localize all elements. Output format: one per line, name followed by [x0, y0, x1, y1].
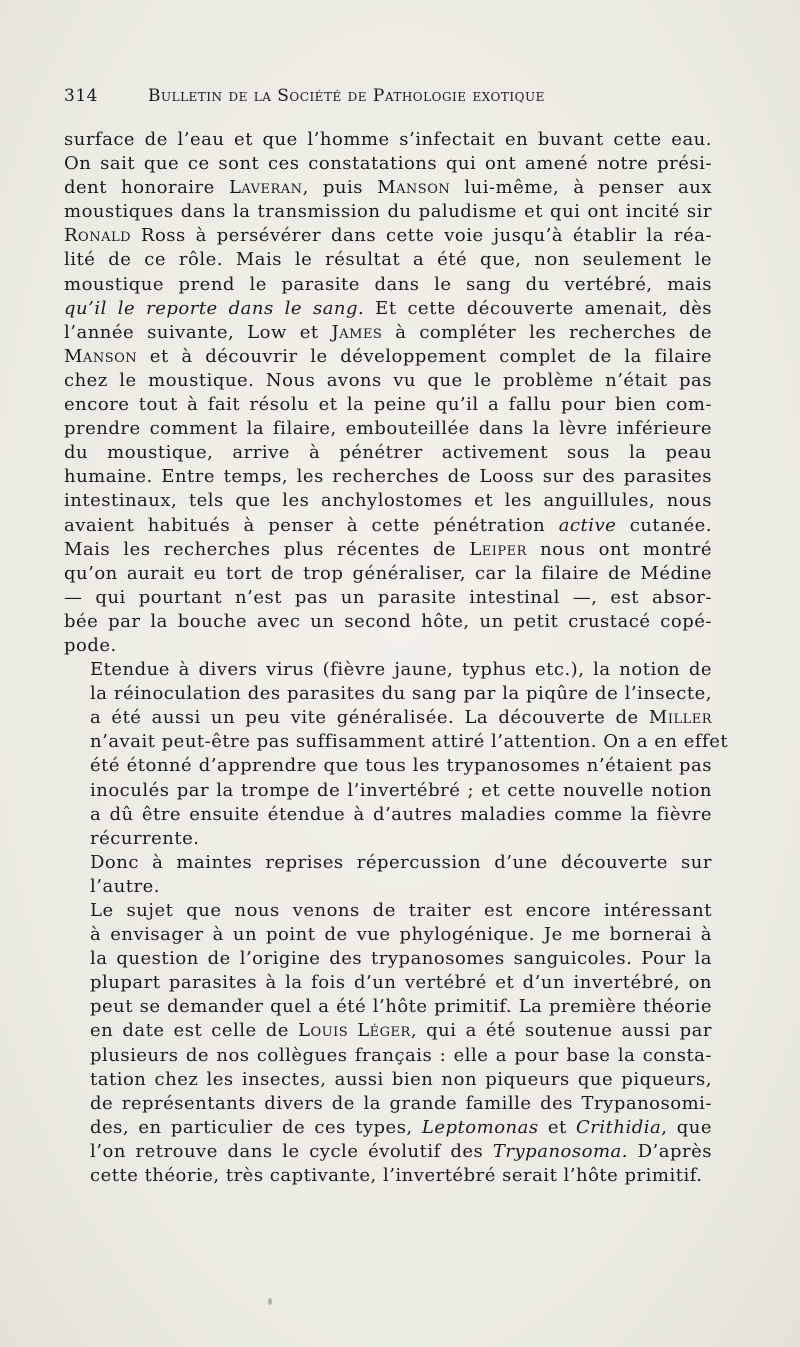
- text-line: [64, 465, 712, 489]
- text-run: à envisager à un point de vue phylogénique. Je me bornerai à: [90, 924, 712, 946]
- author-name: Manson: [377, 177, 451, 199]
- text-run: avaient habitués à penser à cette pénétration: [64, 514, 559, 536]
- author-name: Miller: [648, 707, 712, 729]
- text-run: dent honoraire: [64, 177, 229, 199]
- paragraph: [64, 128, 712, 658]
- text-line: [64, 803, 712, 827]
- text-run: pode.: [64, 634, 117, 656]
- italic-text: Crithidia: [576, 1116, 662, 1138]
- text-run: Mais les recherches plus récentes de: [64, 538, 470, 560]
- text-line: [64, 441, 712, 465]
- text-line: [64, 1164, 712, 1188]
- text-run: Ross à persévérer dans cette voie jusqu’à établir la réa-: [131, 225, 712, 247]
- text-run: à compléter les recherches de: [382, 321, 712, 343]
- text-run: la question de l’origine des trypanosomes sanguicoles. Pour la: [90, 948, 712, 970]
- text-line: [64, 899, 712, 923]
- text-line: [64, 971, 712, 995]
- text-line: [64, 730, 729, 754]
- text-run: lité de ce rôle. Mais le résultat a été que, non seulement le: [64, 249, 712, 271]
- text-run: cette théorie, très captivante, l’invertébré serait l’hôte primitif.: [90, 1165, 703, 1187]
- text-run: encore tout à fait résolu et la peine qu’il a fallu pour bien com-: [64, 394, 712, 416]
- text-run: été étonné d’apprendre que tous les trypanosomes n’étaient pas: [90, 755, 712, 777]
- text-line: [64, 634, 712, 658]
- text-line: [64, 754, 712, 778]
- page-number: 314: [64, 86, 98, 106]
- body-text: [64, 128, 729, 1188]
- text-run: l’autre.: [90, 875, 161, 897]
- author-name: Leiper: [469, 538, 527, 560]
- text-line: [64, 1068, 712, 1092]
- text-line: [64, 176, 712, 200]
- author-name: Laveran: [228, 177, 303, 199]
- text-run: bée par la bouche avec un second hôte, un petit crustacé copé-: [64, 610, 712, 632]
- text-run: Et cette découverte amenait, dès: [364, 297, 712, 319]
- text-run: moustique prend le parasite dans le sang du vertébré, mais: [64, 273, 712, 295]
- text-line: [64, 200, 712, 224]
- text-run: , qui a été soutenue aussi par: [410, 1020, 713, 1042]
- author-name: James: [331, 321, 383, 343]
- text-run: la réinoculation des parasites du sang par la piqûre de l’insecte,: [90, 683, 712, 705]
- text-line: [64, 417, 712, 441]
- text-run: en date est celle de: [90, 1020, 299, 1042]
- text-line: [64, 345, 712, 369]
- text-line: [64, 779, 712, 803]
- italic-text: Trypanosoma.: [492, 1140, 628, 1162]
- text-line: [64, 152, 712, 176]
- text-line: [64, 875, 712, 899]
- running-title: Bulletin de la Société de Pathologie exotique: [148, 86, 545, 106]
- text-run: humaine. Entre temps, les recherches de Looss sur des parasites: [64, 466, 712, 488]
- text-line: [64, 827, 712, 851]
- ink-speck: [268, 1298, 272, 1305]
- text-run: plusieurs de nos collègues français : elle a pour base la consta-: [90, 1044, 712, 1066]
- text-run: prendre comment la filaire, embouteillée dans la lèvre inférieure: [64, 418, 712, 440]
- text-run: Donc à maintes reprises répercussion d’une découverte sur: [90, 851, 712, 873]
- text-line: [64, 1116, 712, 1140]
- paragraph: [64, 658, 729, 851]
- text-line: [64, 1140, 712, 1164]
- text-run: nous ont montré: [526, 538, 713, 560]
- text-run: récurrente.: [90, 827, 200, 849]
- text-run: moustiques dans la transmission du paludisme et qui ont incité sir: [64, 201, 712, 223]
- text-line: [64, 706, 712, 730]
- text-line: [64, 538, 712, 562]
- text-run: — qui pourtant n’est pas un parasite intestinal —, est absor-: [64, 586, 712, 608]
- text-run: des, en particulier de ces types,: [90, 1116, 422, 1138]
- text-line: [64, 562, 712, 586]
- text-run: chez le moustique. Nous avons vu que le problème n’était pas: [64, 369, 712, 391]
- text-line: [64, 995, 712, 1019]
- text-run: plupart parasites à la fois d’un vertébré et d’un invertébré, on: [90, 972, 712, 994]
- text-line: [64, 1092, 712, 1116]
- author-name: Louis Léger: [298, 1020, 411, 1042]
- text-run: intestinaux, tels que les anchylostomes et les anguillules, nous: [64, 490, 712, 512]
- text-line: [64, 1044, 712, 1068]
- text-line: [64, 248, 712, 272]
- text-line: [64, 586, 712, 610]
- text-line: [64, 128, 712, 152]
- text-run: surface de l’eau et que l’homme s’infectait en buvant cette eau.: [64, 129, 712, 150]
- text-line: [64, 514, 712, 538]
- text-run: l’on retrouve dans le cycle évolutif des: [90, 1140, 493, 1162]
- text-run: et à découvrir le développement complet de la filaire: [137, 345, 712, 367]
- text-run: de représentants divers de la grande famille des Trypanosomi-: [90, 1092, 712, 1114]
- text-run: inoculés par la trompe de l’invertébré ; et cette nouvelle notion: [90, 779, 712, 801]
- text-run: On sait que ce sont ces constatations qui ont amené notre prési-: [64, 153, 712, 175]
- text-line: [64, 273, 712, 297]
- text-line: [64, 321, 712, 345]
- text-line: [64, 682, 712, 706]
- text-run: cutanée.: [616, 514, 712, 536]
- paragraph: [64, 851, 712, 899]
- text-line: [64, 369, 712, 393]
- text-line: [64, 1019, 712, 1043]
- text-run: Le sujet que nous venons de traiter est encore intéressant: [90, 900, 712, 921]
- author-name: Manson: [64, 345, 138, 367]
- text-line: [64, 393, 712, 417]
- page-header: [64, 86, 736, 114]
- text-run: l’année suivante, Low et: [64, 321, 332, 343]
- text-run: lui-même, à penser aux: [450, 177, 712, 199]
- text-run: a dû être ensuite étendue à d’autres maladies comme la fièvre: [90, 803, 712, 825]
- text-run: , puis: [302, 177, 378, 199]
- italic-text: qu’il le reporte dans le sang.: [64, 297, 365, 319]
- text-run: n’avait peut-être pas suffisamment attiré l’attention. On a en effet: [90, 731, 729, 753]
- text-line: [64, 610, 712, 634]
- text-line: [64, 923, 712, 947]
- text-run: et: [538, 1116, 576, 1138]
- text-run: a été aussi un peu vite généralisée. La découverte de: [90, 707, 649, 729]
- text-line: [64, 851, 712, 875]
- text-line: [64, 297, 712, 321]
- text-run: peut se demander quel a été l’hôte primitif. La première théorie: [90, 996, 712, 1018]
- text-run: D’après: [627, 1140, 712, 1162]
- italic-text: Leptomonas: [421, 1116, 539, 1138]
- text-run: Etendue à divers virus (fièvre jaune, typhus etc.), la notion de: [90, 659, 712, 681]
- text-run: tation chez les insectes, aussi bien non piqueurs que piqueurs,: [90, 1068, 712, 1090]
- text-line: [64, 489, 712, 513]
- italic-text: active: [558, 514, 617, 536]
- text-line: [64, 947, 712, 971]
- text-line: [64, 658, 712, 682]
- text-run: du moustique, arrive à pénétrer activement sous la peau: [64, 442, 712, 464]
- paragraph: [64, 899, 712, 1188]
- text-line: [64, 224, 712, 248]
- text-run: qu’on aurait eu tort de trop généraliser, car la filaire de Médine: [64, 562, 712, 584]
- author-name: Ronald: [64, 225, 132, 247]
- text-run: , que: [661, 1116, 712, 1138]
